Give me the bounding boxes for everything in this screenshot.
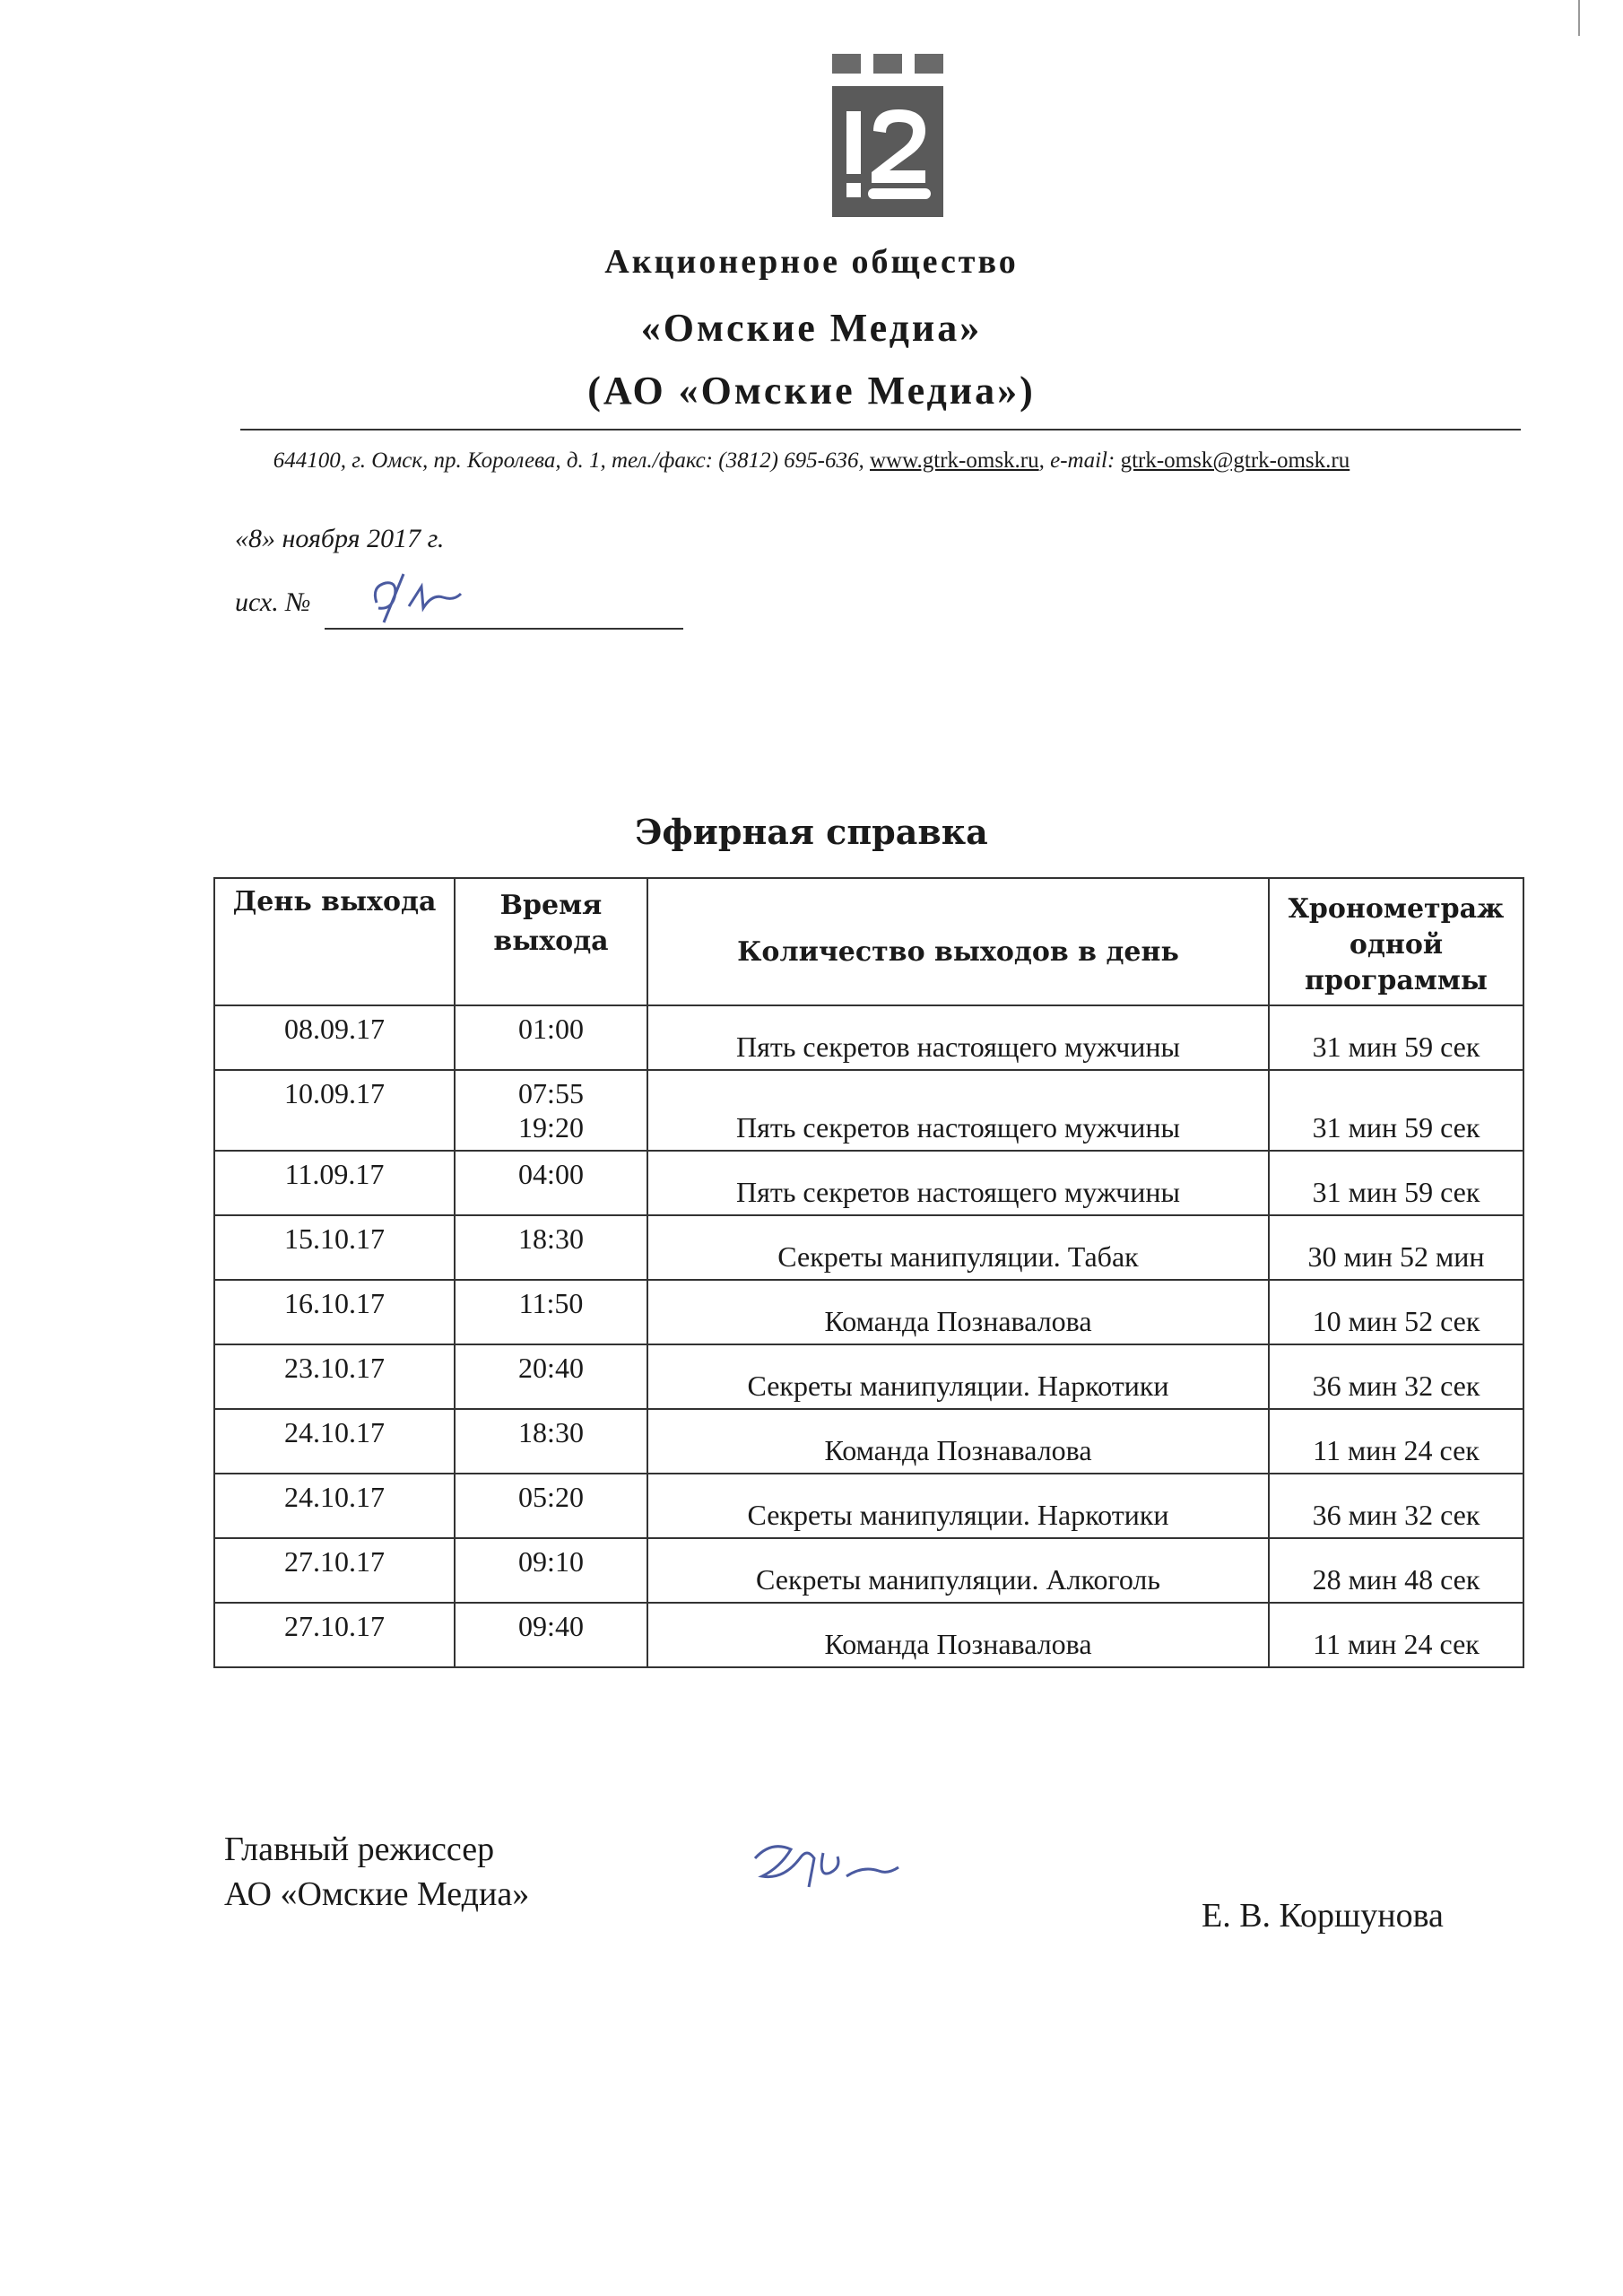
table-row bbox=[214, 1603, 1523, 1667]
cell-date: 27.10.17 bbox=[214, 1603, 455, 1667]
cell-program: Секреты манипуляции. Наркотики bbox=[647, 1344, 1269, 1409]
cell-date: 24.10.17 bbox=[214, 1474, 455, 1538]
cell-time: 18:30 bbox=[455, 1409, 647, 1474]
omskie-media-logo bbox=[832, 54, 943, 217]
signer-position-line-1: Главный режиссер bbox=[224, 1831, 495, 1868]
cell-time: 01:00 bbox=[455, 1005, 647, 1070]
cell-date: 15.10.17 bbox=[214, 1215, 455, 1280]
document-date: «8» ноября 2017 г. bbox=[235, 524, 445, 553]
cell-program: Секреты манипуляции. Наркотики bbox=[647, 1474, 1269, 1538]
cell-duration: 11 мин 24 сек bbox=[1269, 1603, 1523, 1667]
cell-duration: 11 мин 24 сек bbox=[1269, 1409, 1523, 1474]
org-line-3: (АО «Омские Медиа») bbox=[587, 369, 1036, 413]
cell-program: Секреты манипуляции. Табак bbox=[647, 1215, 1269, 1280]
table-row bbox=[214, 1474, 1523, 1538]
cell-program: Пять секретов настоящего мужчины bbox=[647, 1070, 1269, 1151]
cell-duration: 30 мин 52 мин bbox=[1269, 1215, 1523, 1280]
table-row bbox=[214, 1215, 1523, 1280]
org-line-2: «Омские Медиа» bbox=[640, 306, 983, 350]
cell-time: 09:10 bbox=[455, 1538, 647, 1603]
cell-time: 05:20 bbox=[455, 1474, 647, 1538]
table-row bbox=[214, 1280, 1523, 1344]
cell-program: Пять секретов настоящего мужчины bbox=[647, 1151, 1269, 1215]
header-date: День выхода bbox=[214, 878, 455, 1005]
cell-date: 27.10.17 bbox=[214, 1538, 455, 1603]
signer-position-line-2: АО «Омские Медиа» bbox=[224, 1875, 530, 1913]
address-text: 644100, г. Омск, пр. Королева, д. 1, тел./факс: (3812) 695-636, bbox=[273, 448, 864, 473]
header-time: Время выхода bbox=[455, 878, 647, 1005]
cell-program: Команда Познавалова bbox=[647, 1280, 1269, 1344]
cell-date: 10.09.17 bbox=[214, 1070, 455, 1151]
table-row bbox=[214, 1151, 1523, 1215]
outgoing-number-underline bbox=[325, 628, 683, 630]
cell-duration: 28 мин 48 сек bbox=[1269, 1538, 1523, 1603]
table-row bbox=[214, 1538, 1523, 1603]
header-duration: Хронометраж одной программы bbox=[1269, 878, 1523, 1005]
cell-program: Команда Познавалова bbox=[647, 1603, 1269, 1667]
email-label: , e-mail: bbox=[1038, 448, 1115, 473]
outgoing-number-handwriting bbox=[368, 567, 484, 626]
website-link[interactable]: www.gtrk-omsk.ru bbox=[869, 448, 1039, 473]
handwritten-signature bbox=[744, 1831, 906, 1903]
cell-date: 23.10.17 bbox=[214, 1344, 455, 1409]
cell-program: Команда Познавалова bbox=[647, 1409, 1269, 1474]
cell-duration: 31 мин 59 сек bbox=[1269, 1151, 1523, 1215]
table-body bbox=[214, 1005, 1523, 1667]
header-rule bbox=[240, 429, 1521, 430]
table-row bbox=[214, 1005, 1523, 1070]
cell-time: 18:30 bbox=[455, 1215, 647, 1280]
cell-program: Секреты манипуляции. Алкоголь bbox=[647, 1538, 1269, 1603]
signer-name: Е. В. Коршунова bbox=[1202, 1897, 1444, 1935]
cell-time: 20:40 bbox=[455, 1344, 647, 1409]
cell-time: 04:00 bbox=[455, 1151, 647, 1215]
cell-duration: 36 мин 32 сек bbox=[1269, 1474, 1523, 1538]
table-row bbox=[214, 1344, 1523, 1409]
scan-edge-mark bbox=[1578, 0, 1580, 36]
cell-date: 08.09.17 bbox=[214, 1005, 455, 1070]
contacts-line bbox=[0, 448, 1623, 474]
header-count: Количество выходов в день bbox=[647, 878, 1269, 1005]
cell-duration: 36 мин 32 сек bbox=[1269, 1344, 1523, 1409]
cell-time: 11:50 bbox=[455, 1280, 647, 1344]
cell-date: 11.09.17 bbox=[214, 1151, 455, 1215]
email-link[interactable]: gtrk-omsk@gtrk-omsk.ru bbox=[1120, 448, 1350, 473]
broadcast-table bbox=[213, 877, 1524, 1668]
table-header-row bbox=[214, 878, 1523, 1005]
outgoing-number-label: исх. № bbox=[235, 587, 311, 617]
cell-duration: 31 мин 59 сек bbox=[1269, 1005, 1523, 1070]
cell-duration: 31 мин 59 сек bbox=[1269, 1070, 1523, 1151]
document-title: Эфирная справка bbox=[635, 812, 988, 852]
table-row bbox=[214, 1070, 1523, 1151]
cell-program: Пять секретов настоящего мужчины bbox=[647, 1005, 1269, 1070]
cell-time: 09:40 bbox=[455, 1603, 647, 1667]
table-row bbox=[214, 1409, 1523, 1474]
cell-date: 24.10.17 bbox=[214, 1409, 455, 1474]
cell-date: 16.10.17 bbox=[214, 1280, 455, 1344]
cell-time: 07:55 19:20 bbox=[455, 1070, 647, 1151]
cell-duration: 10 мин 52 сек bbox=[1269, 1280, 1523, 1344]
org-line-1: Акционерное общество bbox=[604, 243, 1019, 281]
